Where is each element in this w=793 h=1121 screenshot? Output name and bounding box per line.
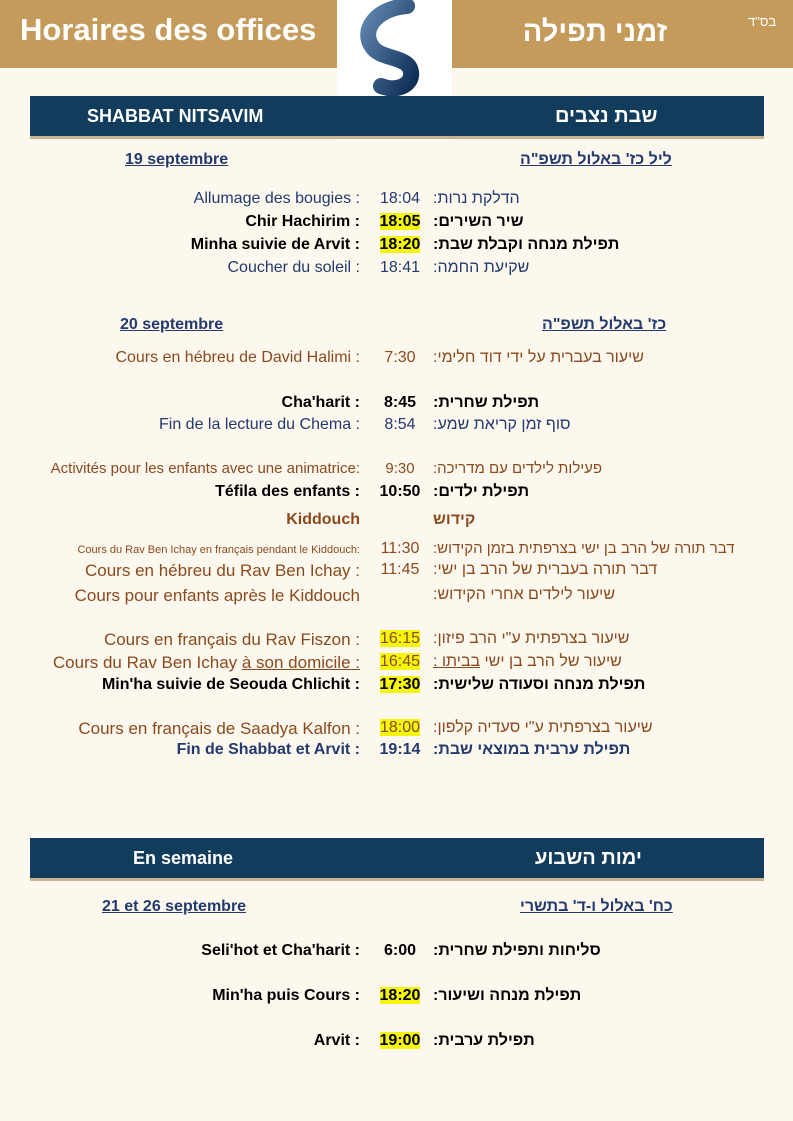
row-label-he: פעילות לילדים עם מדריכה:	[433, 460, 603, 477]
row-label-fr: Cours en français de Saadya Kalfon :	[78, 719, 360, 738]
saturday-date-fr: 20 septembre	[120, 316, 224, 333]
schedule-row	[0, 586, 793, 608]
row-label-fr: Seli'hot et Cha'harit :	[201, 942, 360, 959]
row-label-fr: Cha'harit :	[281, 394, 360, 411]
schedule-row	[0, 719, 793, 741]
schedule-row	[0, 190, 793, 212]
row-time: 7:30	[384, 349, 416, 366]
row-time: 19:14	[379, 741, 421, 758]
row-label-fr: Coucher du soleil :	[227, 259, 360, 276]
row-label-fr: Chir Hachirim :	[245, 213, 360, 230]
row-time: 16:45	[379, 653, 421, 670]
row-label-fr: Cours du Rav Ben Ichay à son domicile :	[52, 653, 360, 672]
row-label-fr: Cours pour enfants après le Kiddouch	[74, 586, 360, 605]
row-label-he: תפילת ערבית במוצאי שבת:	[433, 741, 631, 758]
schedule-row	[0, 676, 793, 698]
schedule-row	[0, 987, 793, 1009]
row-label-fr: Téfila des enfants :	[215, 483, 360, 500]
row-label-he: שיעור בצרפתית ע"י הרב פיזון:	[433, 630, 630, 647]
row-label-he: דבר תורה של הרב בן ישי בצרפתית בזמן הקידוש:	[433, 540, 735, 557]
schedule-row	[0, 942, 793, 964]
row-time: 18:04	[379, 190, 421, 207]
row-time: 18:20	[379, 987, 421, 1004]
schedule-row	[0, 653, 793, 675]
schedule-row	[0, 741, 793, 763]
bsd-mark: בס"ד	[748, 14, 777, 29]
row-time: 8:54	[384, 416, 416, 433]
shabbat-band-he: שבת נצבים	[555, 105, 658, 127]
row-time: 16:15	[379, 630, 421, 647]
row-time: 18:05	[379, 213, 421, 230]
schedule-row	[0, 540, 793, 562]
row-label-he: שיעור של הרב בן ישי בביתו :	[433, 653, 622, 670]
schedule-row	[0, 460, 793, 482]
week-date-he: כח' באלול ו-ד' בתשרי	[520, 898, 673, 915]
week-band-fr: En semaine	[133, 848, 234, 868]
row-time: 18:00	[379, 719, 421, 736]
row-label-fr: Min'ha puis Cours :	[212, 987, 360, 1004]
row-time: 11:30	[380, 540, 420, 557]
schedule-row	[0, 561, 793, 583]
row-label-fr: Cours en français du Rav Fiszon :	[103, 630, 360, 649]
row-time: 11:45	[380, 561, 420, 578]
row-label-he: דבר תורה בעברית של הרב בן ישי:	[433, 561, 658, 578]
shabbat-band-fr: SHABBAT NITSAVIM	[87, 106, 264, 126]
row-label-he: תפילת מנחה וקבלת שבת:	[433, 236, 620, 253]
row-label-he: תפילת מנחה ושיעור:	[433, 987, 582, 1004]
schedule-row	[0, 236, 793, 258]
week-band-he: ימות השבוע	[535, 847, 642, 869]
row-label-he: תפילת ילדים:	[433, 483, 530, 500]
row-time: 9:30	[385, 460, 415, 477]
row-label-fr: Activités pour les enfants avec une animatrice:	[50, 460, 360, 477]
schedule-row	[0, 483, 793, 505]
row-time: 8:45	[383, 394, 417, 411]
schedule-row	[0, 259, 793, 281]
kiddouch-label-he: קידוש	[433, 511, 476, 528]
schedule-row	[0, 1032, 793, 1054]
friday-date-fr: 19 septembre	[125, 151, 229, 168]
schedule-row	[0, 349, 793, 371]
row-label-he: תפילת מנחה וסעודה שלישית:	[433, 676, 646, 693]
week-date-fr: 21 et 26 septembre	[102, 898, 247, 915]
schedule-row	[0, 394, 793, 416]
row-label-he: שיעור בעברית על ידי דוד חלימי:	[433, 349, 644, 366]
row-label-fr: Fin de la lecture du Chema :	[159, 416, 360, 433]
row-label-fr: Min'ha suivie de Seouda Chlichit :	[101, 676, 360, 693]
row-label-he: שקיעת החמה:	[433, 259, 530, 276]
schedule-row	[0, 511, 793, 533]
row-label-he: שיעור בצרפתית ע"י סעדיה קלפון:	[433, 719, 653, 736]
row-time: 10:50	[379, 483, 421, 500]
row-label-fr: Cours du Rav Ben Ichay en français pendant le Kiddouch:	[77, 544, 360, 556]
row-time: 17:30	[379, 676, 421, 693]
row-time: 18:20	[379, 236, 421, 253]
row-label-fr: Arvit :	[313, 1032, 360, 1049]
row-label-he: סוף זמן קריאת שמע:	[433, 416, 571, 433]
row-label-he: שיר השירים:	[433, 213, 524, 230]
schedule-row	[0, 213, 793, 235]
row-label-fr: Minha suivie de Arvit :	[190, 236, 360, 253]
row-label-fr: Cours en hébreu du Rav Ben Ichay :	[85, 561, 360, 580]
row-time: 19:00	[379, 1032, 421, 1049]
row-label-fr: Fin de Shabbat et Arvit :	[176, 741, 360, 758]
row-time: 18:41	[379, 259, 421, 276]
row-time: 6:00	[383, 942, 417, 959]
title-fr: Horaires des offices	[20, 12, 317, 47]
schedule-row	[0, 416, 793, 438]
saturday-date-he: כז' באלול תשפ"ה	[542, 316, 667, 333]
row-label-he: שיעור לילדים אחרי הקידוש:	[433, 586, 616, 603]
row-label-he: תפילת שחרית:	[433, 394, 540, 411]
row-label-he: סליחות ותפילת שחרית:	[433, 942, 601, 959]
row-label-fr: Cours en hébreu de David Halimi :	[115, 349, 360, 366]
row-label-fr: Allumage des bougies :	[193, 190, 360, 207]
schedule-row	[0, 630, 793, 652]
kiddouch-label-fr: Kiddouch	[286, 511, 360, 528]
row-label-he: תפילת ערבית:	[433, 1032, 535, 1049]
friday-date-he: ליל כז' באלול תשפ"ה	[520, 151, 672, 168]
row-label-he: הדלקת נרות:	[433, 190, 520, 207]
title-he: זמני תפילה	[522, 16, 668, 48]
